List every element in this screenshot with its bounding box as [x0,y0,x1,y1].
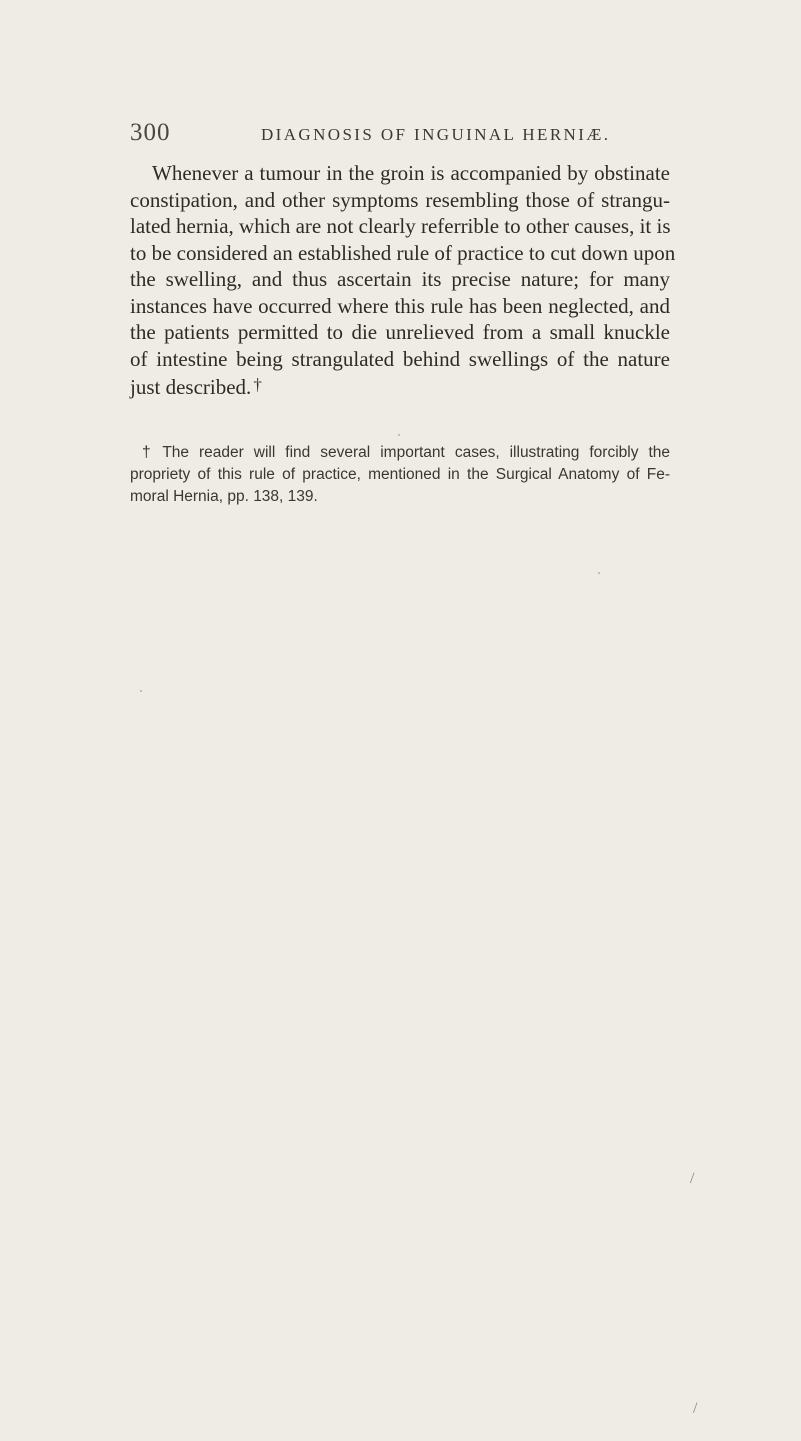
body-line: Whenever a tumour in the groin is accompanied by obstinate [152,161,670,185]
body-line-last [130,372,670,401]
margin-mark: / [693,1400,698,1417]
body-line: the patients permitted to die unrelieved from a small knuckle [130,320,670,344]
body-line: of intestine being strangulated behind swellings of the nature [130,346,670,371]
body-line: lated hernia, which are not clearly referrible to other causes, it is [130,214,671,238]
paper-speck [398,434,400,436]
body-line-text: just described. [130,375,252,399]
running-head [130,118,670,152]
footnote-mark: † [142,444,157,461]
footnote-line-first [130,442,670,464]
footnote-reference-mark: † [253,375,262,394]
body-line: the swelling, and thus ascertain its precise nature; for many [130,267,670,291]
footnote-line-text: The reader will find several important cases, illustrating forcibly the [162,444,670,461]
footnote [130,442,670,508]
body-paragraph [130,160,676,401]
paper-speck [598,572,600,574]
body-line: instances have occurred where this rule has been neglected, and [130,293,670,318]
body-line: constipation, and other symptoms resembling those of strangu- [130,187,670,212]
page-number: 300 [130,119,171,146]
footnote-line: propriety of this rule of practice, mentioned in the Surgical Anatomy of Fe- [130,466,670,483]
paper-speck [140,690,142,692]
body-line: to be considered an established rule of practice to cut down upon [130,240,676,265]
margin-mark: / [690,1170,695,1187]
running-head-title: DIAGNOSIS OF INGUINAL HERNIÆ. [261,125,611,144]
footnote-line: moral Hernia, pp. 138, 139. [130,488,318,505]
